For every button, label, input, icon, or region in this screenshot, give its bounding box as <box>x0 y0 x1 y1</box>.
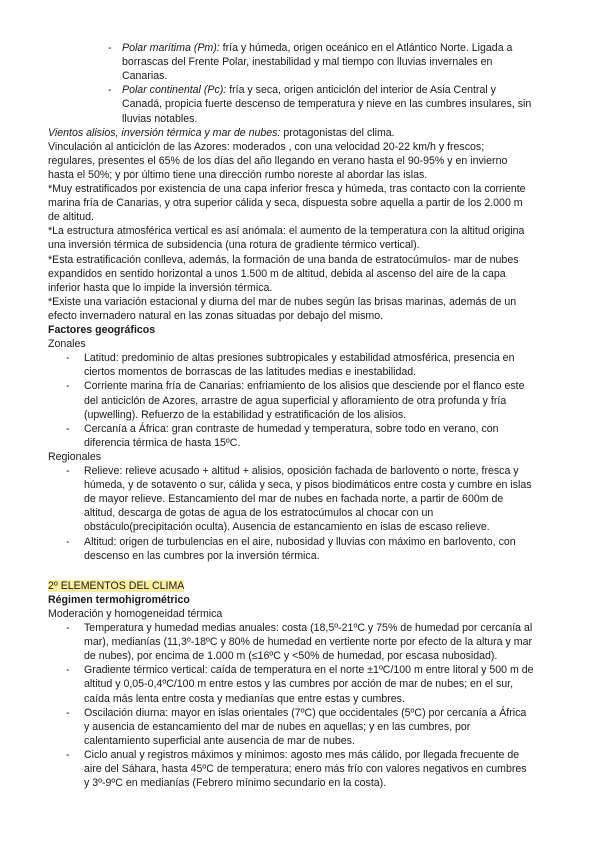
bullet-dash: - <box>66 706 70 719</box>
paragraph-line: *Existe una variación estacional y diurna del mar de nubes según las brisas marinas, además de un <box>48 295 517 308</box>
bullet-dash: - <box>66 664 70 677</box>
bullet-dash: - <box>66 465 70 477</box>
vientos-heading <box>48 127 395 140</box>
bullet-dash: - <box>66 535 70 548</box>
list-item-line: Gradiente térmico vertical: caída de temperatura en el norte ±1ºC/100 m entre litoral y 500 m de <box>84 664 534 677</box>
list-item-line: obstáculo(precipitación oculta). Ausencia de estancamiento en islas de escaso relieve. <box>84 521 490 534</box>
bullet-dash: - <box>66 748 70 761</box>
polar-text: fría y seca, origen anticiclón del interior de Asia Central y <box>229 84 496 97</box>
list-item-line: altitud y 0,05-0,4ºC/100 m entre estos y las cumbres por acción de mar de nubes; en el sur, <box>84 678 514 691</box>
section-heading <box>48 580 184 593</box>
polar-item-line: Canadá, propicia fuerte descenso de temperatura y nieve en las cumbres insulares, sin <box>122 98 532 111</box>
paragraph-line: Vinculación al anticiclón de las Azores: moderados , con una velocidad 20-22 km/h y frescos; <box>48 140 485 153</box>
polar-term: Polar marítima (Pm): <box>122 42 220 54</box>
list-item-line: Temperatura y humedad medias anuales: costa (18,5º-21ºC y 75% de humedad por cercanía al <box>84 622 533 634</box>
paragraph-line: marina fría de Canarias, y otra superior cálida y seca, dispuesta sobre aquella a partir de los 2.000 m <box>48 197 523 210</box>
list-item-line: Oscilación diurna: mayor en islas orientales (7ºC) que occidentales (5ºC) por cercanía a África <box>84 706 527 719</box>
bullet-dash: - <box>66 422 70 435</box>
list-item-line: de mayor relieve. Estancamiento del mar de nubes en fachada norte, a partir de 600m de <box>84 493 504 506</box>
list-item-line: Corriente marina fría de Canarias: enfriamiento de los alisios que desciende por el flanco este <box>84 380 525 393</box>
paragraph-line: hasta el 50%; y por último tiene una dirección rumbo noreste al abordar las islas. <box>48 168 428 181</box>
list-item-line: y 3º-9ºC en medianías (Febrero mínimo secundario en la costa). <box>84 777 387 790</box>
paragraph-line: una inversión térmica de subsidencia (una rotura de gradiente térmico vertical). <box>48 239 420 252</box>
bullet-dash: - <box>66 622 70 634</box>
vientos-subtitle: protagonistas del clima. <box>280 126 395 139</box>
vientos-title: Vientos alisios, inversión térmica y mar de nubes: <box>48 126 281 139</box>
list-item-line: caída más lenta entre costa y medianías que entre estas y cumbres. <box>84 692 405 705</box>
bullet-dash: - <box>66 380 70 393</box>
list-item-line: Cercanía a África: gran contraste de humedad y temperatura, sobre todo en verano, con <box>84 422 499 435</box>
paragraph-line: inferior hasta que lo impide la inversión térmica. <box>48 281 273 294</box>
list-item-line: altitud, descarga de gotas de agua de los estratocúmulos al chocar con un <box>84 507 434 520</box>
intro-line: Moderación y homogeneidad térmica <box>48 607 223 620</box>
factores-title: Factores geográficos <box>48 324 156 336</box>
list-item-line: del anticiclón de Azores, arrastre de agua superficial y afloramiento de otra profunda y fría <box>84 394 507 407</box>
list-item-line: Latitud: predominio de altas presiones subtropicales y estabilidad atmosférica, presencia en <box>84 352 515 365</box>
regionales-label: Regionales <box>48 450 102 463</box>
bullet-dash: - <box>66 352 70 365</box>
list-item-line: de nubes), por encima de 1.000 m (≤16ºC y <50% de humedad, por escasa nubosidad). <box>84 650 498 663</box>
subsection-title: Régimen termohigrométrico <box>48 593 190 606</box>
list-item-line: diferencia térmica de hasta 15ºC. <box>84 436 241 449</box>
polar-item-line <box>122 84 496 97</box>
list-item-line: descenso en las cumbres por la inversión térmica. <box>84 549 320 562</box>
polar-item-line: lluvias notables. <box>122 112 198 125</box>
list-item-line: y ausencia de estancamiento del mar de nubes en aquellas; y en las cumbres, por <box>84 720 471 733</box>
paragraph-line: efecto invernadero natural en las zonas situadas por debajo del mismo. <box>48 309 384 322</box>
zonales-label: Zonales <box>48 338 86 351</box>
paragraph-line: *Esta estratificación conlleva, además, la formación de una banda de estratocúmulos- mar de nubes <box>48 253 519 266</box>
paragraph-line: de altitud. <box>48 211 94 224</box>
list-item-line: Altitud: origen de turbulencias en el aire, nubosidad y lluvias con máximo en barlovento, con <box>84 535 516 548</box>
polar-item-line <box>122 42 512 55</box>
polar-item-line: borrascas del Frente Polar, inestabilidad y mal tiempo con lluvias invernales en <box>122 56 493 69</box>
list-item-line: Relieve: relieve acusado + altitud + alisios, oposición fachada de barlovento o norte, fresca y <box>84 465 519 477</box>
paragraph-line: *La estructura atmosférica vertical es así anómala: el aumento de la temperatura con la altitud origina <box>48 225 525 238</box>
list-item-line: aire del Sáhara, hasta 45ºC de temperatura; enero más frío con valores negativos en cumbres <box>84 763 527 775</box>
polar-term: Polar continental (Pc): <box>122 84 227 97</box>
section-heading-text: 2º ELEMENTOS DEL CLIMA <box>48 579 185 592</box>
list-item-line: mar), medianías (11,3º-18ºC y 80% de humedad en vertiente norte por efecto de la altura y mar <box>84 636 533 649</box>
paragraph-line: regulares, presentes el 65% de los días del año llegando en verano hasta el 90-95% y en invierno <box>48 154 508 167</box>
bullet-dash: - <box>108 84 112 97</box>
polar-text: fría y húmeda, origen oceánico en el Atlántico Norte. Ligada a <box>222 42 513 54</box>
list-item-line: Ciclo anual y registros máximos y mínimos: agosto mes más cálido, por llegada frecuente de <box>84 748 520 761</box>
bullet-dash: - <box>108 42 112 54</box>
list-item-line: (upwelling). Refuerzo de la estabilidad y estratificación de los alisios. <box>84 408 407 421</box>
list-item-line: húmeda, y de sotavento o sur, cálida y seca, y pisos biodimáticos entre costa y cumbre en islas <box>84 479 532 492</box>
list-item-line: ciertos momentos de borrascas de las latitudes medias e inestabilidad. <box>84 366 417 379</box>
list-item-line: calentamiento superficial ante ausencia de mar de nubes. <box>84 734 355 747</box>
polar-item-line: Canarias. <box>122 70 168 83</box>
paragraph-line: *Muy estratificados por existencia de una capa inferior fresca y húmeda, tras contacto con la corriente <box>48 183 526 195</box>
paragraph-line: expandidos en sentido horizontal a unos 1.500 m de altitud, debida al ascenso del aire de la capa <box>48 267 506 280</box>
